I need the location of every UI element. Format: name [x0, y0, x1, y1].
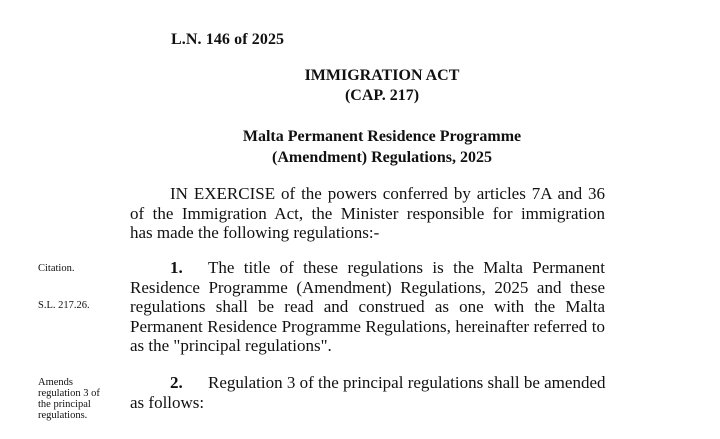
regulation-2-text-line-1: Regulation 3 of the principal regulations shall be amended: [208, 373, 606, 392]
legal-notice-number: L.N. 146 of 2025: [171, 31, 285, 48]
regulation-1-line-1: [130, 258, 605, 278]
regulation-1-line-4: Permanent Residence Programme Regulations, hereinafter referred to: [130, 316, 605, 336]
margin-amends-line-4: regulations.: [38, 410, 88, 421]
regulation-1-number: 1.: [170, 258, 183, 277]
margin-amends-line-3: the principal: [38, 399, 91, 410]
regulation-2-line-1: [130, 373, 605, 393]
regulation-1-text-line-1: The title of these regulations is the Malta Permanent: [208, 258, 605, 277]
regulation-1-line-5: as the "principal regulations".: [130, 336, 332, 355]
preamble-line-1: IN EXERCISE of the powers conferred by articles 7A and 36: [170, 184, 605, 203]
margin-note-subsidiary-legislation: S.L. 217.26.: [38, 300, 90, 311]
margin-amends-line-2: regulation 3 of: [38, 388, 100, 399]
margin-note-amends: [38, 377, 118, 421]
act-chapter: (CAP. 217): [344, 87, 420, 104]
regulation-2-line-2: as follows:: [130, 392, 205, 412]
regulations-title-line-2: (Amendment) Regulations, 2025: [272, 149, 492, 166]
regulation-1-line-3: regulations shall be read and construed as one with the Malta: [130, 297, 605, 316]
regulation-1-paragraph: [130, 258, 605, 356]
preamble-line-2: of the Immigration Act, the Minister responsible for immigration: [130, 203, 605, 223]
regulations-title: [170, 126, 594, 168]
margin-note-citation: Citation.: [38, 263, 75, 274]
act-heading: [170, 66, 594, 106]
preamble-paragraph: [130, 184, 605, 243]
regulation-1-line-2: Residence Programme (Amendment) Regulations, 2025 and these: [130, 277, 605, 297]
regulations-title-line-1: Malta Permanent Residence Programme: [242, 128, 522, 145]
regulation-2-paragraph: [130, 373, 605, 412]
act-title: IMMIGRATION ACT: [304, 67, 460, 84]
regulation-2-number: 2.: [170, 373, 183, 392]
margin-amends-line-1: Amends: [38, 377, 73, 388]
preamble-line-3: has made the following regulations:-: [130, 223, 380, 242]
